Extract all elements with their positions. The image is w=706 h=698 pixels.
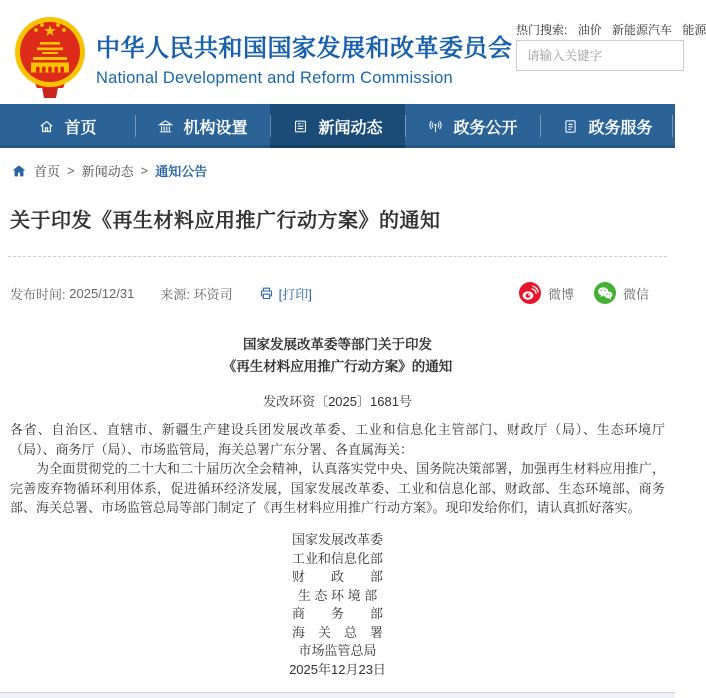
- site-header: [0, 0, 706, 104]
- page-title: 关于印发《再生材料应用推广行动方案》的通知: [10, 210, 441, 232]
- search-input[interactable]: [516, 40, 684, 71]
- breadcrumb-separator: >: [140, 163, 149, 178]
- share-weibo-button[interactable]: [519, 282, 574, 304]
- hot-search-label: 热门搜索:: [516, 23, 568, 37]
- publish-time-value: 2025/12/31: [69, 285, 135, 301]
- site-title-en: National Development and Reform Commission: [96, 69, 453, 87]
- source-label: 来源:: [160, 286, 190, 302]
- paragraph-addressees: 各省、自治区、直辖市、新疆生产建设兵团发展改革委、工业和信息化主管部门、财政厅（局）、生态环境厅（局）、商务厅（局）、市场监管局，海关总署广东分署、各直属海关：: [10, 422, 665, 457]
- signature-block: [0, 531, 675, 679]
- nav-item-news[interactable]: [270, 104, 405, 148]
- national-emblem-logo: [11, 14, 89, 102]
- main-nav: [0, 104, 675, 148]
- document-number: 发改环资〔2025〕1681号: [263, 394, 412, 409]
- nav-item-label: 机构设置: [183, 119, 248, 137]
- signature-line: 工业和信息化部: [291, 550, 383, 566]
- wechat-icon: [594, 282, 616, 304]
- site-titles: [96, 28, 513, 88]
- publish-time-label: 发布时间:: [10, 286, 66, 302]
- nav-item-label: 首页: [64, 119, 97, 137]
- share-wechat-label: 微信: [622, 286, 649, 302]
- hot-search-link-new-energy-vehicles[interactable]: 新能源汽车: [612, 23, 673, 37]
- document-heading-line2: 《再生材料应用推广行动方案》的通知: [222, 359, 453, 374]
- signature-line: 商 务 部: [291, 606, 383, 621]
- nav-item-gov-disclosure[interactable]: [405, 104, 540, 148]
- paragraph-main: 为全面贯彻党的二十大和二十届历次全会精神，认真落实党中央、国务院决策部署，加强再生材料应用推广，完善废弃物循环利用体系，促进循环经济发展，国家发展改革委、工业和信息化部、财政部、生态环境部、商务部、海关总署、市场监管总局等部门制定了《再生材料应用推广行动方案》。现印发给你们，请认真抓好落实。: [10, 461, 665, 515]
- breadcrumb-separator: >: [67, 163, 75, 178]
- signature-line: 国家发展改革委: [291, 532, 383, 547]
- broadcast-icon: [427, 118, 444, 135]
- nav-item-gov-services[interactable]: [540, 104, 675, 148]
- signature-line: 市场监管总局: [298, 643, 377, 658]
- nav-item-organization[interactable]: [135, 104, 270, 148]
- dotted-divider: [8, 256, 667, 257]
- breadcrumb: [11, 161, 207, 180]
- nav-item-label: 政务服务: [588, 119, 653, 137]
- nav-item-label: 新闻动态: [318, 119, 383, 137]
- print-button[interactable]: [259, 284, 312, 303]
- home-icon: [38, 118, 55, 135]
- hot-search-link-energy[interactable]: 能源: [682, 23, 706, 37]
- breadcrumb-item-current: 通知公告: [155, 164, 208, 179]
- bank-icon: [157, 118, 174, 135]
- document-icon: [562, 118, 579, 135]
- breadcrumb-item-home[interactable]: 首页: [34, 164, 61, 179]
- signature-date: 2025年12月23日: [289, 661, 386, 677]
- nav-item-label: 政务公开: [453, 119, 518, 137]
- weibo-icon: [519, 282, 541, 304]
- share-weibo-label: 微博: [547, 286, 574, 302]
- news-icon: [292, 118, 309, 135]
- share-wechat-button[interactable]: [594, 282, 649, 304]
- printer-icon: [259, 286, 274, 301]
- publish-time: [10, 284, 134, 303]
- signature-line: 海 关 总 署: [291, 624, 383, 640]
- hot-search-bar: [516, 21, 706, 38]
- signature-line: 生 态 环 境 部: [297, 587, 378, 603]
- source-value: 环资司: [193, 286, 233, 302]
- hot-search-link-oil-price[interactable]: 油价: [577, 23, 602, 37]
- breadcrumb-item-news[interactable]: 新闻动态: [81, 164, 134, 179]
- document-heading: [0, 334, 675, 378]
- article-meta: [10, 281, 649, 305]
- share-bar: [519, 282, 649, 304]
- breadcrumb-home-icon: [11, 163, 27, 179]
- document-body: [10, 420, 665, 518]
- nav-item-home[interactable]: [0, 104, 135, 148]
- print-label: [打印]: [278, 286, 312, 302]
- source: [160, 284, 232, 303]
- signature-line: 财 政 部: [291, 569, 383, 584]
- bottom-divider: [0, 692, 675, 698]
- site-title-cn: 中华人民共和国国家发展和改革委员会: [96, 35, 513, 62]
- document-heading-line1: 国家发展改革委等部门关于印发: [243, 337, 432, 352]
